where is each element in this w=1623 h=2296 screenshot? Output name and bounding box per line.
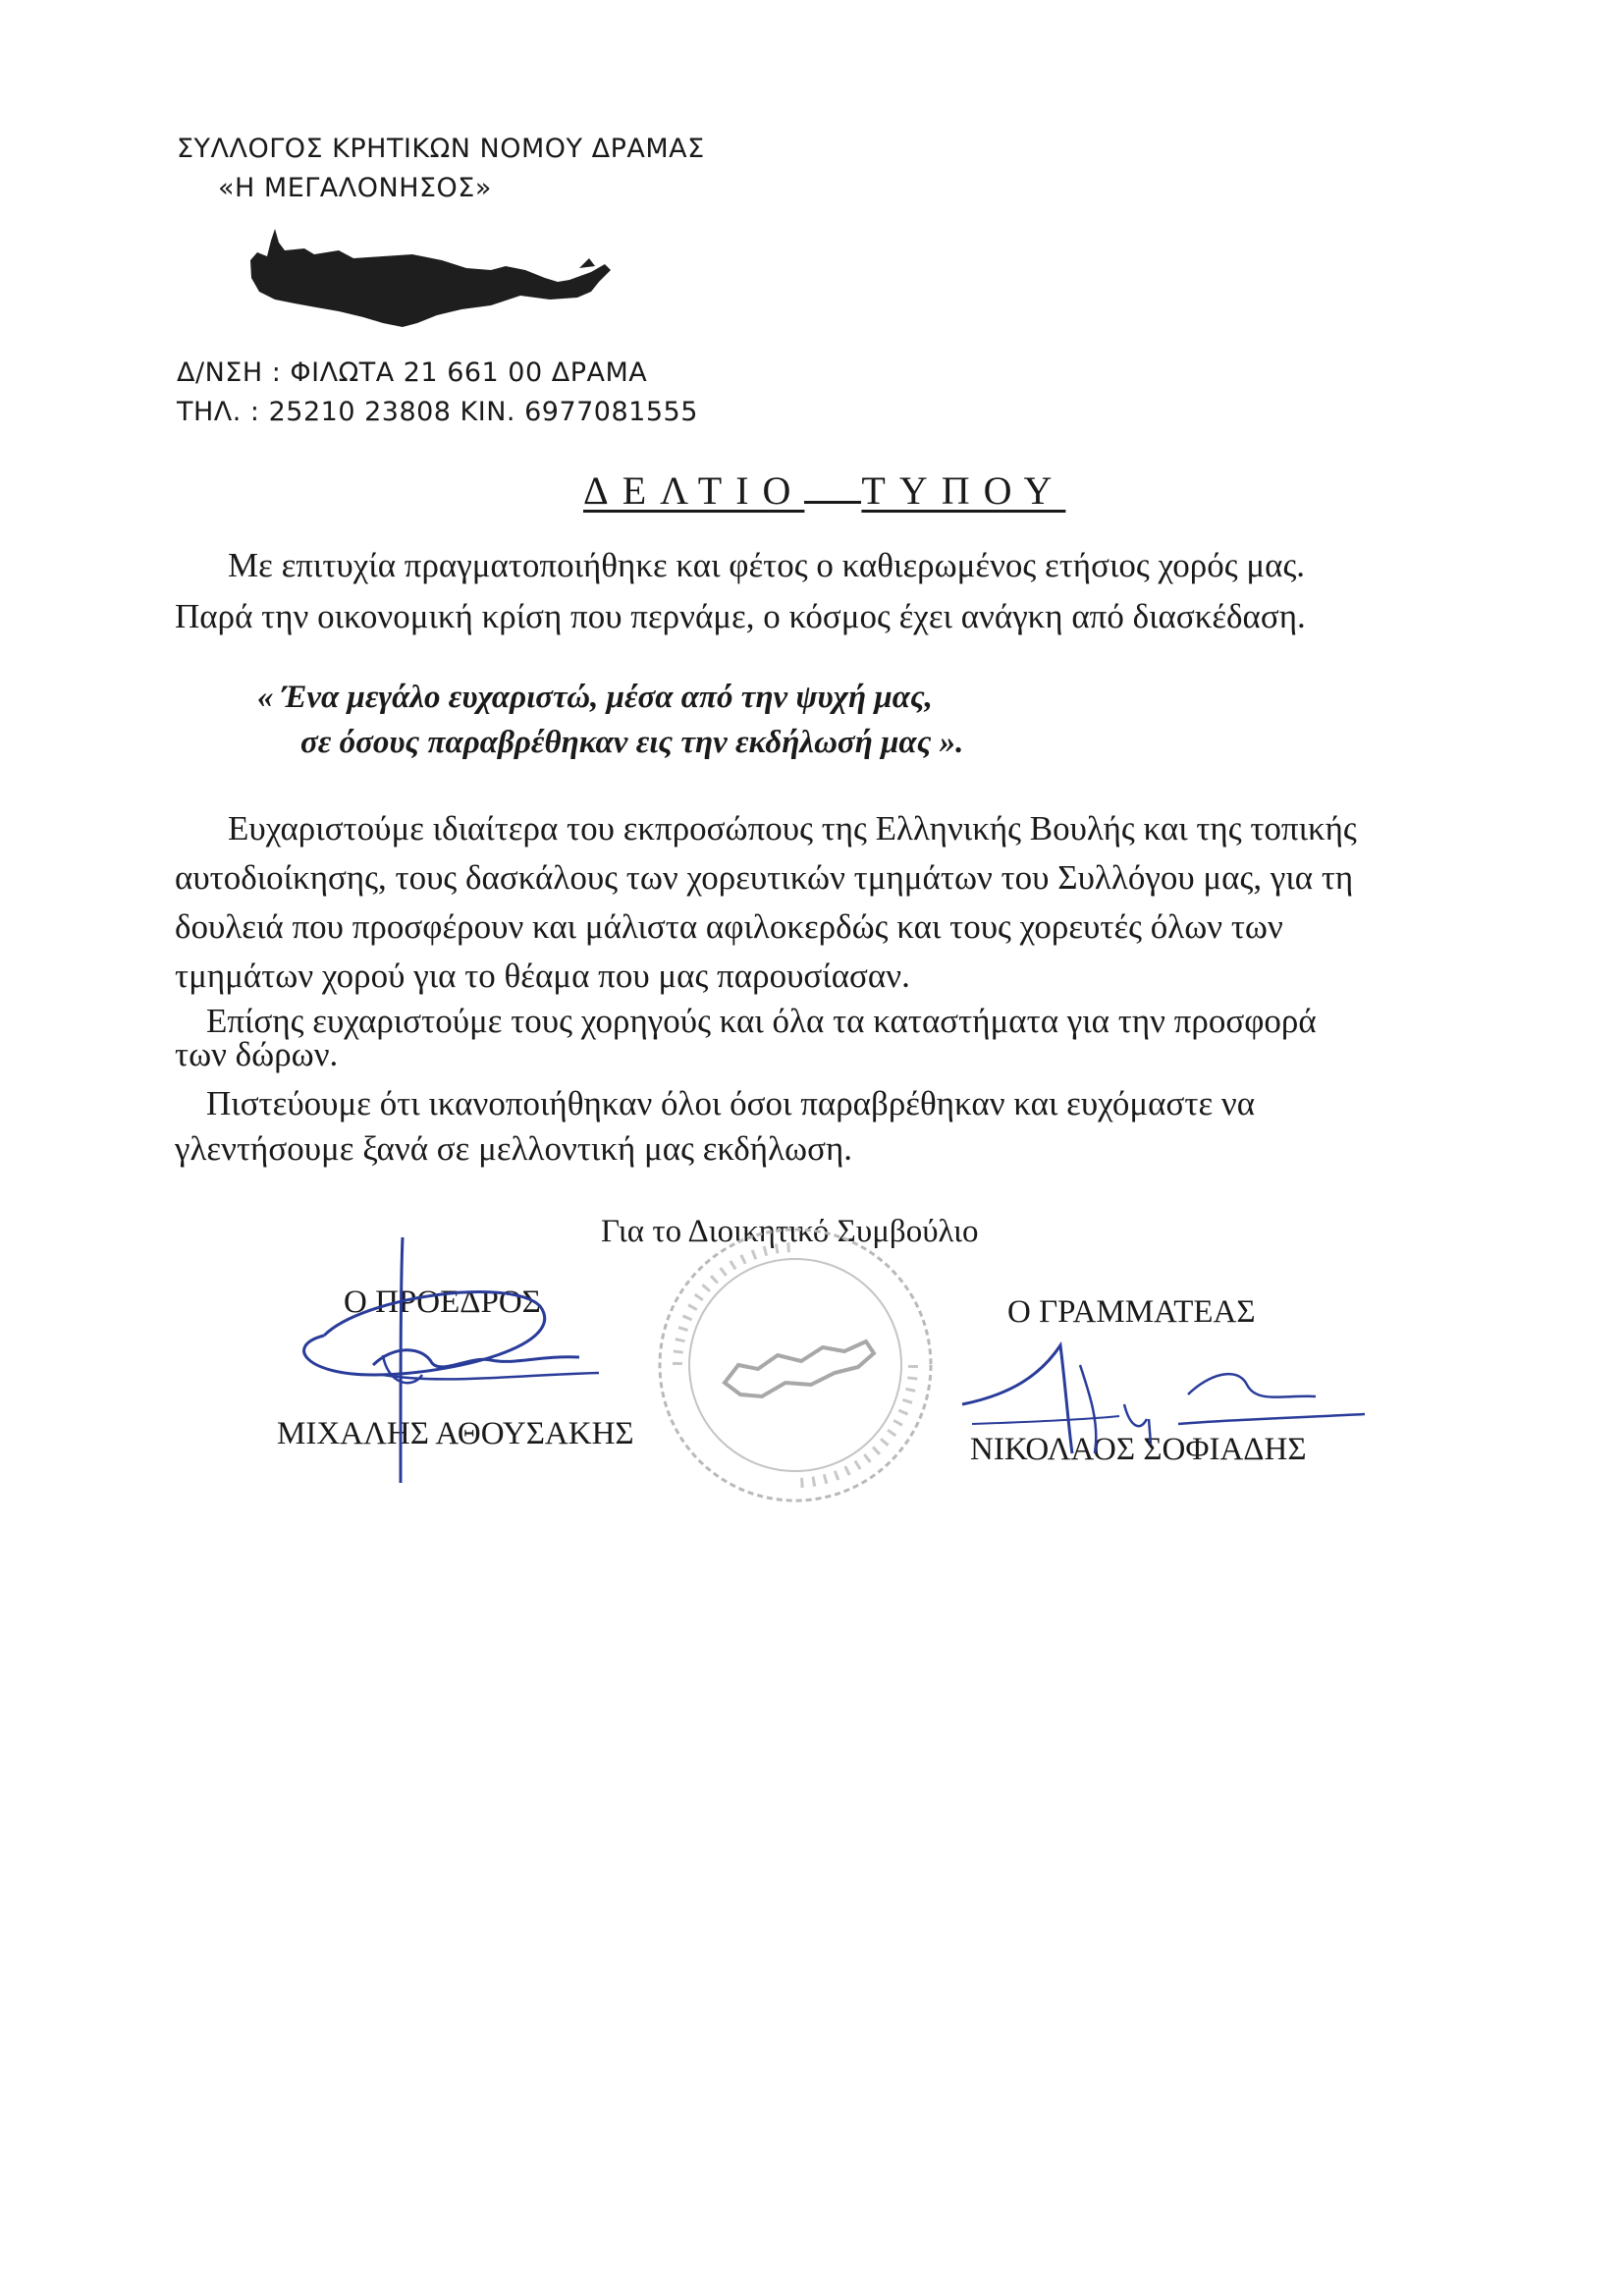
- crete-island-silhouette-icon: [245, 221, 619, 339]
- president-name: ΜΙΧΑΛΗΣ ΑΘΟΥΣΑΚΗΣ: [277, 1416, 634, 1451]
- intro-line-2: Παρά την οικονομική κρίση που περνάμε, ο κόσμος έχει ανάγκη από διασκέδαση.: [175, 597, 1306, 635]
- phone-line: ΤΗΛ. : 25210 23808 ΚΙΝ. 6977081555: [177, 397, 698, 427]
- org-nickname: «Η ΜΕΓΑΛΟΝΗΣΟΣ»: [218, 173, 492, 203]
- secretary-name: ΝΙΚΟΛΑΟΣ ΣΟΦΙΑΔΗΣ: [970, 1432, 1307, 1467]
- closing-line-2: γλεντήσουμε ξανά σε μελλοντική μας εκδήλωση.: [175, 1129, 853, 1168]
- thanks-line-2: αυτοδιοίκησης, τους δασκάλους των χορευτικών τμημάτων του Συλλόγου μας, για τη: [175, 858, 1354, 897]
- board-line: Για το Διοικητικό Συμβούλιο: [601, 1214, 979, 1249]
- address-line: Δ/ΝΣΗ : ΦΙΛΩΤΑ 21 661 00 ΔΡΑΜΑ: [177, 357, 648, 388]
- title-word-1: ΔΕΛΤΙΟ: [583, 468, 805, 513]
- sponsors-line-2: των δώρων.: [175, 1035, 339, 1073]
- president-title: Ο ΠΡΟΕΔΡΟΣ: [344, 1285, 541, 1320]
- title-word-2: ΤΥΠΟΥ: [861, 468, 1066, 513]
- page-title: [583, 467, 1065, 514]
- title-underline-gap: [804, 471, 861, 504]
- thanks-line-1: Ευχαριστούμε ιδιαίτερα του εκπροσώπους της Ελληνικής Βουλής και της τοπικής: [228, 809, 1357, 847]
- org-name: ΣΥΛΛΟΓΟΣ ΚΡΗΤΙΚΩΝ ΝΟΜΟΥ ΔΡΑΜΑΣ: [177, 134, 705, 164]
- sponsors-line-1: Επίσης ευχαριστούμε τους χορηγούς και όλα τα καταστήματα για την προσφορά: [206, 1002, 1317, 1040]
- thanks-line-4: τμημάτων χορού για το θέαμα που μας παρουσίασαν.: [175, 957, 910, 995]
- secretary-signature: [952, 1326, 1384, 1483]
- thanks-quote-line-2: σε όσους παραβρέθηκαν εις την εκδήλωσή μας ».: [300, 725, 964, 760]
- thanks-quote-line-1: « Ένα μεγάλο ευχαριστώ, μέσα από την ψυχή μας,: [257, 680, 933, 715]
- president-signature: [285, 1228, 697, 1493]
- secretary-title: Ο ΓΡΑΜΜΑΤΕΑΣ: [1007, 1294, 1256, 1330]
- closing-line-1: Πιστεύουμε ότι ικανοποιήθηκαν όλοι όσοι παραβρέθηκαν και ευχόμαστε να: [206, 1084, 1256, 1122]
- intro-line-1: Με επιτυχία πραγματοποιήθηκε και φέτος ο καθιερωμένος ετήσιος χορός μας.: [228, 546, 1306, 584]
- thanks-line-3: δουλειά που προσφέρουν και μάλιστα αφιλοκερδώς και τους χορευτές όλων των: [175, 907, 1283, 946]
